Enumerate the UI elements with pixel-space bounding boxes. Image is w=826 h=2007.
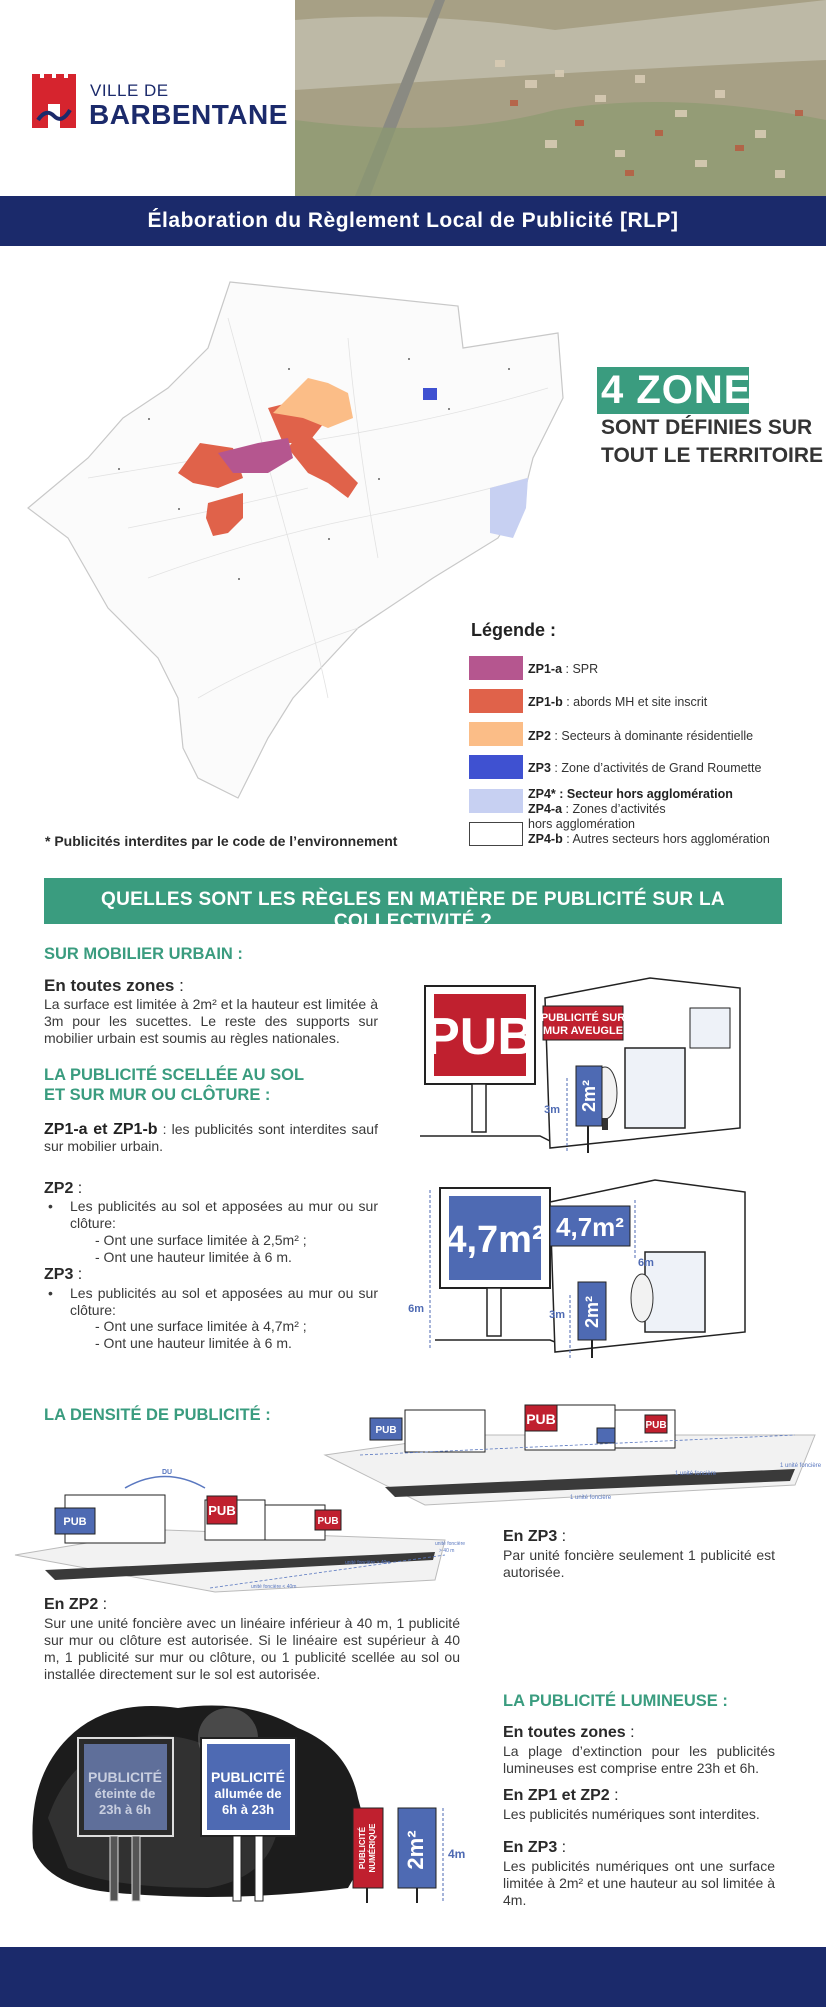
mobilier-text: La surface est limitée à 2m² et la hauteur est limitée à 3m pour les sucettes. Le reste des supports sur mobilier urbain est soumis au règles nationales. — [44, 996, 378, 1046]
unit-label: unité foncière < 40m — [251, 1584, 297, 1590]
mobilier-sign-label-2: 2m² — [582, 1295, 602, 1329]
legend-swatch-zp1a — [469, 656, 523, 680]
legend-item-zp1a: ZP1-a : SPR — [528, 662, 599, 676]
legend-item-zp3: ZP3 : Zone d’activités de Grand Roumette — [528, 761, 762, 775]
lumineuse-all-text: La plage d’extinction pour les publicités lumineuses est comprise entre 23h et 6h. — [503, 1743, 775, 1776]
legend-item-zp4: ZP4* : Secteur hors agglomération — [528, 787, 733, 801]
lumineuse-zp12-title: En ZP1 et ZP2 : — [503, 1787, 619, 1804]
unit-label: > 40 m — [439, 1548, 455, 1554]
aerial-photo — [295, 0, 826, 196]
logo-area — [0, 0, 295, 196]
scellee-zp3-sub1: - Ont une surface limitée à 4,7m² ; — [95, 1318, 307, 1334]
rules-title: QUELLES SONT LES RÈGLES EN MATIÈRE DE PUBLICITÉ SUR LA COLLECTIVITÉ ? — [101, 889, 725, 932]
header — [0, 0, 826, 196]
density-pub-label: PUB — [526, 1411, 556, 1427]
bullet-dot: • — [48, 1285, 53, 1301]
sign-off-line3: 23h à 6h — [98, 1802, 152, 1817]
sign-off-line1: PUBLICITÉ — [88, 1769, 162, 1785]
unit-label: 1 unité foncière — [780, 1463, 822, 1469]
scellee-zp1: ZP1-a et ZP1-b : les publicités sont interdites sauf sur mobilier urbain. — [44, 1121, 378, 1154]
sign-on-line3: 6h à 23h — [221, 1802, 275, 1817]
scellee-zp2-sub2: - Ont une hauteur limitée à 6 m. — [95, 1249, 292, 1265]
scellee-zp3-sub2: - Ont une hauteur limitée à 6 m. — [95, 1335, 292, 1351]
densite-zp2-text: Sur une unité foncière avec un linéaire inférieur à 40 m, 1 publicité sur mur ou clôture est autorisée. Si le linéaire est supérieur à 40 m, 1 publicité sur mur ou clôture, ou 1 publicité scellée au sol ou installée directement sur le sol est autorisée. — [44, 1615, 460, 1682]
numeric-sign-size: 2m² — [403, 1830, 428, 1870]
wall-pub-label-2: MUR AVEUGLE — [542, 1025, 624, 1037]
sign-on-line1: PUBLICITÉ — [211, 1769, 285, 1785]
density-pub-label: PUB — [375, 1425, 397, 1436]
legend-item-zp1b: ZP1-b : abords MH et site inscrit — [528, 695, 708, 709]
legend-swatch-zp4b — [469, 822, 523, 846]
densite-zp3-text: Par unité foncière seulement 1 publicité est autorisée. — [503, 1547, 775, 1580]
height-label-6m-wall: 6m — [638, 1257, 654, 1269]
lumineuse-zp12-text: Les publicités numériques sont interdites. — [503, 1806, 760, 1822]
height-label-3m: 3m — [549, 1309, 565, 1321]
lumineuse-zp3-text: Les publicités numériques ont une surface limitée à 2m² et une hauteur au sol limitée à 4m. — [503, 1858, 775, 1908]
legend-item-zp4a-cont: hors agglomération — [528, 817, 636, 831]
density-pub-label: PUB — [317, 1516, 339, 1527]
numeric-sign-line1: PUBLICITÉ — [358, 1826, 367, 1870]
big-billboard-label: 4,7m² — [445, 1219, 545, 1261]
legend-item-zp4b: ZP4-b : Autres secteurs hors agglomération — [528, 832, 770, 846]
sign-on-line2: allumée de — [214, 1786, 282, 1801]
legend-swatch-zp3 — [469, 755, 523, 779]
illustration-pub-47m2 — [410, 1180, 755, 1360]
lumineuse-heading: LA PUBLICITÉ LUMINEUSE : — [503, 1692, 728, 1710]
unit-label: 1 unité foncière — [570, 1495, 612, 1501]
legend-item-zp2: ZP2 : Secteurs à dominante résidentielle — [528, 729, 754, 743]
pub-billboard-label: PUB — [425, 1008, 535, 1066]
legend-swatch-zp1b — [469, 689, 523, 713]
castle-logo-icon — [28, 74, 80, 132]
footnote: * Publicités interdites par le code de l’environnement — [45, 833, 398, 849]
legend-swatch-zp2 — [469, 722, 523, 746]
legend-swatch-zp4a — [469, 789, 523, 813]
densite-zp2-title: En ZP2 : — [44, 1596, 108, 1613]
height-label-4m: 4m — [448, 1847, 466, 1861]
scellee-zp2-sub1: - Ont une surface limitée à 2,5m² ; — [95, 1232, 307, 1248]
lumineuse-zp3-title: En ZP3 : — [503, 1839, 567, 1856]
mobilier-all-zones: En toutes zones : — [44, 976, 184, 995]
scellee-zp3-bullet: Les publicités au sol et apposées au mur ou sur clôture: — [70, 1285, 378, 1318]
densite-zp3-title: En ZP3 : — [503, 1528, 567, 1545]
legend-title: Légende : — [471, 620, 557, 640]
scellee-zp2-bullet: Les publicités au sol et apposées au mur ou sur clôture: — [70, 1198, 378, 1231]
zones-badge-text: 4 ZONES — [601, 368, 780, 412]
zones-subtitle-line1: SONT DÉFINIES SUR — [601, 416, 813, 439]
logo-city-name: BARBENTANE — [89, 99, 288, 130]
du-label: DU — [161, 1469, 173, 1476]
density-pub-label: PUB — [208, 1503, 236, 1518]
unit-label: unité foncière — [435, 1541, 466, 1547]
scellee-heading-1: LA PUBLICITÉ SCELLÉE AU SOL — [44, 1066, 305, 1084]
illustration-density-zp2 — [15, 1460, 466, 1595]
densite-heading: LA DENSITÉ DE PUBLICITÉ : — [44, 1406, 271, 1424]
density-pub-label: PUB — [63, 1516, 87, 1528]
legend-item-zp4a: ZP4-a : Zones d’activités — [528, 802, 666, 816]
density-pub-label: PUB — [645, 1420, 667, 1431]
lumineuse-all-title: En toutes zones : — [503, 1724, 635, 1741]
scellee-heading-2: ET SUR MUR OU CLÔTURE : — [44, 1086, 271, 1104]
logo-city-label: VILLE DE — [90, 81, 169, 100]
footer-band — [0, 1947, 826, 2007]
illustration-lumineuse — [28, 1698, 466, 1906]
bullet-dot: • — [48, 1198, 53, 1214]
illustration-pub-wall — [420, 978, 750, 1158]
numeric-sign-line2: NUMÉRIQUE — [368, 1823, 377, 1873]
scellee-zp3-title: ZP3 : — [44, 1266, 83, 1283]
page-title: Élaboration du Règlement Local de Publicité [RLP] — [147, 209, 679, 232]
height-label: 3m — [544, 1104, 560, 1116]
unit-label: 1 unité foncière — [675, 1471, 717, 1477]
scellee-zp2-title: ZP2 : — [44, 1180, 83, 1197]
wall-billboard-label: 4,7m² — [556, 1212, 624, 1242]
zp3-zone — [423, 388, 437, 400]
wall-pub-label-1: PUBLICITÉ SUR — [540, 1012, 626, 1024]
sign-off-line2: éteinte de — [94, 1786, 156, 1801]
height-label-6m: 6m — [408, 1303, 424, 1315]
mobilier-heading: SUR MOBILIER URBAIN : — [44, 945, 243, 963]
mobilier-sign-label: 2m² — [579, 1079, 599, 1113]
unit-label: unité foncière > 40m — [345, 1560, 391, 1566]
zones-subtitle-line2: TOUT LE TERRITOIRE — [601, 444, 824, 467]
zp4a-zone — [490, 478, 528, 538]
